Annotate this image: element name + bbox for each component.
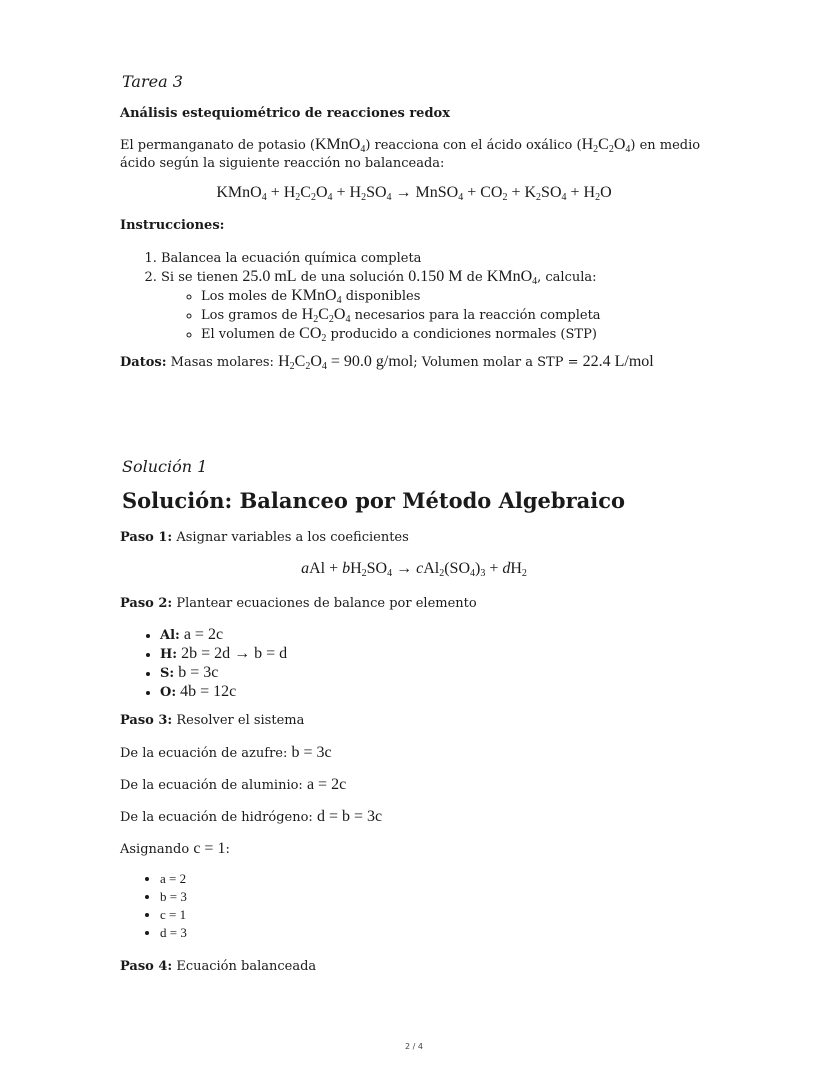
coefficient-c: • c = 1 — [160, 906, 187, 924]
solution-label: Solución 1 — [122, 457, 208, 476]
step-4-line — [120, 959, 316, 974]
solution-heading: Solución: Balanceo por Método Algebraico — [122, 488, 626, 513]
data-text: Masas molares: — [166, 355, 279, 370]
intro-paragraph — [120, 136, 720, 173]
step-text: Asignar variables a los coeficientes — [172, 530, 409, 545]
data-line — [120, 353, 654, 371]
step-text: Plantear ecuaciones de balance por elemento — [172, 596, 477, 611]
balance-equation: 4b = 12c — [176, 683, 237, 700]
subitem-text: Los moles de — [201, 289, 292, 304]
unbalanced-equation: KMnO$_4$ + $H_2C_2O_4 + H_2SO_4$ → MnSO$_4$ + $CO_2 + K_2SO_4 + H_2O$ — [216, 184, 612, 203]
instructions-list — [120, 250, 601, 344]
subitem-grams — [201, 306, 601, 325]
coefficient-d: • d = 3 — [160, 924, 187, 942]
balance-equation: b = 3c — [174, 664, 219, 681]
balance-equation: 2b = 2d → b = d — [177, 645, 288, 662]
aluminum-line — [120, 776, 346, 794]
balance-item-s — [160, 664, 287, 683]
formula-h2c2o4: $H_2C_2O_4$ — [278, 353, 327, 372]
line-text: De la ecuación de aluminio: — [120, 778, 307, 793]
line-equation: b = 3c — [291, 744, 332, 761]
coefficient-b: • b = 3 — [160, 888, 187, 906]
task-subtitle: Análisis estequiométrico de reacciones redox — [120, 106, 450, 121]
step-text: Resolver el sistema — [172, 713, 305, 728]
line-equation: c = 1 — [193, 840, 226, 857]
subitem-text: necesarios para la reacción completa — [350, 308, 601, 323]
data-text: ; Volumen molar a STP = — [413, 355, 583, 370]
subitem-text: disponibles — [341, 289, 421, 304]
sulfur-line — [120, 744, 332, 762]
formula-co2: $CO_2$ — [299, 325, 327, 344]
element-label: S: — [160, 666, 175, 681]
instruction-text: Si se tienen — [161, 270, 243, 285]
page-number: 2 / 4 — [405, 1042, 423, 1051]
subitem-volume — [201, 325, 601, 344]
step-3-line — [120, 713, 304, 728]
step-1-line — [120, 530, 409, 545]
element-label: O: — [160, 685, 177, 700]
intro-text-a: El permanganato de potasio ( — [120, 138, 315, 153]
instruction-text: de — [462, 270, 487, 285]
formula-kmno4: KMnO$_4$ — [291, 287, 342, 306]
subitem-text: El volumen de — [201, 327, 300, 342]
molar-mass-value: = 90.0 g/mol — [330, 353, 414, 370]
subitem-moles — [201, 287, 601, 306]
volume-value: 25.0 mL — [242, 268, 297, 285]
intro-text-c: ) en medio ácido según la siguiente reacción no balanceada: — [120, 138, 701, 171]
instruction-item-1 — [161, 250, 601, 268]
coefficient-a: • a = 2 — [160, 870, 187, 888]
concentration-value: 0.150 M — [408, 268, 463, 285]
instruction-sublist — [161, 287, 601, 344]
instruction-text: , calcula: — [537, 270, 597, 285]
step-label: Paso 4: — [120, 959, 173, 974]
balance-item-o — [160, 683, 287, 702]
instruction-text: Balancea la ecuación química completa — [161, 251, 422, 266]
line-equation: a = 2c — [306, 776, 347, 793]
element-label: H: — [160, 647, 178, 662]
molar-volume-value: 22.4 L/mol — [582, 353, 654, 370]
instruction-item-2 — [161, 268, 601, 344]
coefficients-list — [120, 870, 187, 942]
formula-kmno4: KMnO$_4$ — [314, 136, 366, 155]
balance-item-h — [160, 645, 287, 664]
element-label: Al: — [160, 628, 180, 643]
line-text: De la ecuación de hidrógeno: — [120, 810, 317, 825]
hydrogen-line — [120, 808, 382, 826]
instruction-text: de una solución — [296, 270, 409, 285]
assign-line: Asignando c = 1: — [120, 840, 230, 857]
line-equation: d = b = 3c — [316, 808, 383, 825]
line-text: De la ecuación de azufre: — [120, 746, 292, 761]
balance-equations-list — [120, 626, 287, 702]
step-label: Paso 3: — [120, 713, 173, 728]
intro-text-b: ) reacciona con el ácido oxálico ( — [365, 138, 582, 153]
line-text: Asignando — [120, 842, 194, 857]
step-label: Paso 1: — [120, 530, 173, 545]
formula-h2c2o4: $H_2C_2O_4$ — [581, 136, 631, 155]
variable-equation: aAl + $bH_2SO_4 \to cAl_2(SO_4)_3 + dH_2$ — [301, 560, 527, 579]
step-2-line — [120, 596, 477, 611]
formula-kmno4: KMnO$_4$ — [486, 268, 538, 287]
step-label: Paso 2: — [120, 596, 173, 611]
instructions-heading: Instrucciones: — [120, 218, 225, 233]
balance-item-al — [160, 626, 287, 645]
subitem-text: Los gramos de — [201, 308, 302, 323]
task-title: Tarea 3 — [122, 72, 183, 91]
balance-equation: a = 2c — [179, 626, 224, 643]
subitem-text: producido a condiciones normales (STP) — [326, 327, 597, 342]
formula-h2c2o4: $H_2C_2O_4$ — [301, 306, 351, 325]
step-text: Ecuación balanceada — [172, 959, 317, 974]
data-label: Datos: — [120, 355, 167, 370]
